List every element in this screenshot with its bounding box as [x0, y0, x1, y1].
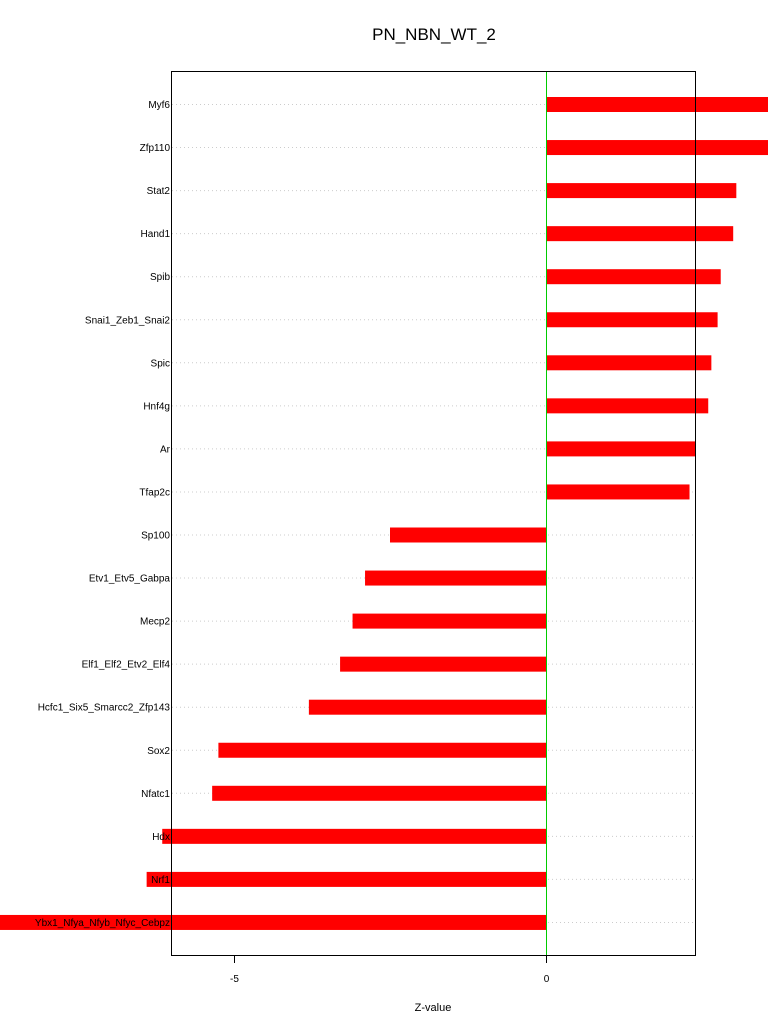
bar-sox2 — [218, 743, 546, 758]
category-label: Zfp110 — [139, 143, 170, 155]
category-label: Hcfc1_Six5_Smarcc2_Zfp143 — [37, 702, 170, 714]
bar-hcfc1-six5-smarcc2-zfp143 — [309, 700, 546, 715]
category-label: Nfatc1 — [141, 788, 170, 800]
bar-ar — [546, 441, 696, 456]
x-axis — [0, 956, 550, 986]
category-label: Ar — [160, 444, 170, 456]
category-label: Ybx1_Nfya_Nfyb_Nfyc_Cebpz — [34, 917, 170, 929]
x-tick-label: -5 — [230, 974, 239, 985]
category-label: Sox2 — [147, 745, 170, 757]
bar-hdx — [162, 829, 546, 844]
bar-nrf1 — [147, 872, 546, 887]
category-label: Hnf4g — [143, 401, 170, 413]
category-label: Spic — [150, 358, 170, 370]
category-label: Tfap2c — [139, 487, 170, 499]
bar-snai1-zeb1-snai2 — [546, 312, 718, 327]
category-label: Hdx — [152, 831, 170, 843]
bar-hand1 — [546, 226, 733, 241]
bar-hnf4g — [546, 398, 708, 413]
bar-spib — [546, 269, 721, 284]
bar-stat2 — [546, 183, 736, 198]
category-label: Elf1_Elf2_Etv2_Elf4 — [81, 659, 170, 671]
bar-etv1-etv5-gabpa — [365, 571, 546, 586]
bar-mecp2 — [353, 614, 546, 629]
x-tick-label: 0 — [543, 974, 550, 985]
bar-tfap2c — [546, 484, 690, 499]
bars — [0, 97, 768, 930]
x-axis-label: Z-value — [414, 1002, 452, 1014]
category-label: Myf6 — [148, 100, 170, 111]
category-label: Sp100 — [141, 530, 170, 542]
category-labels — [35, 100, 171, 929]
bar-myf6 — [546, 97, 768, 112]
bar-nfatc1 — [212, 786, 546, 801]
category-label: Spib — [149, 272, 170, 284]
plot-frame — [172, 72, 696, 956]
chart-title: PN_NBN_WT_2 — [372, 25, 496, 44]
bar-zfp110 — [546, 140, 768, 155]
category-label: Hand1 — [140, 229, 170, 241]
category-label: Nrf1 — [151, 874, 170, 886]
bar-elf1-elf2-etv2-elf4 — [340, 657, 546, 672]
category-label: Stat2 — [146, 186, 170, 198]
category-label: Snai1_Zeb1_Snai2 — [84, 315, 170, 327]
bar-spic — [546, 355, 711, 370]
bar-sp100 — [390, 528, 546, 543]
category-label: Mecp2 — [139, 616, 170, 628]
category-label: Etv1_Etv5_Gabpa — [88, 573, 170, 585]
